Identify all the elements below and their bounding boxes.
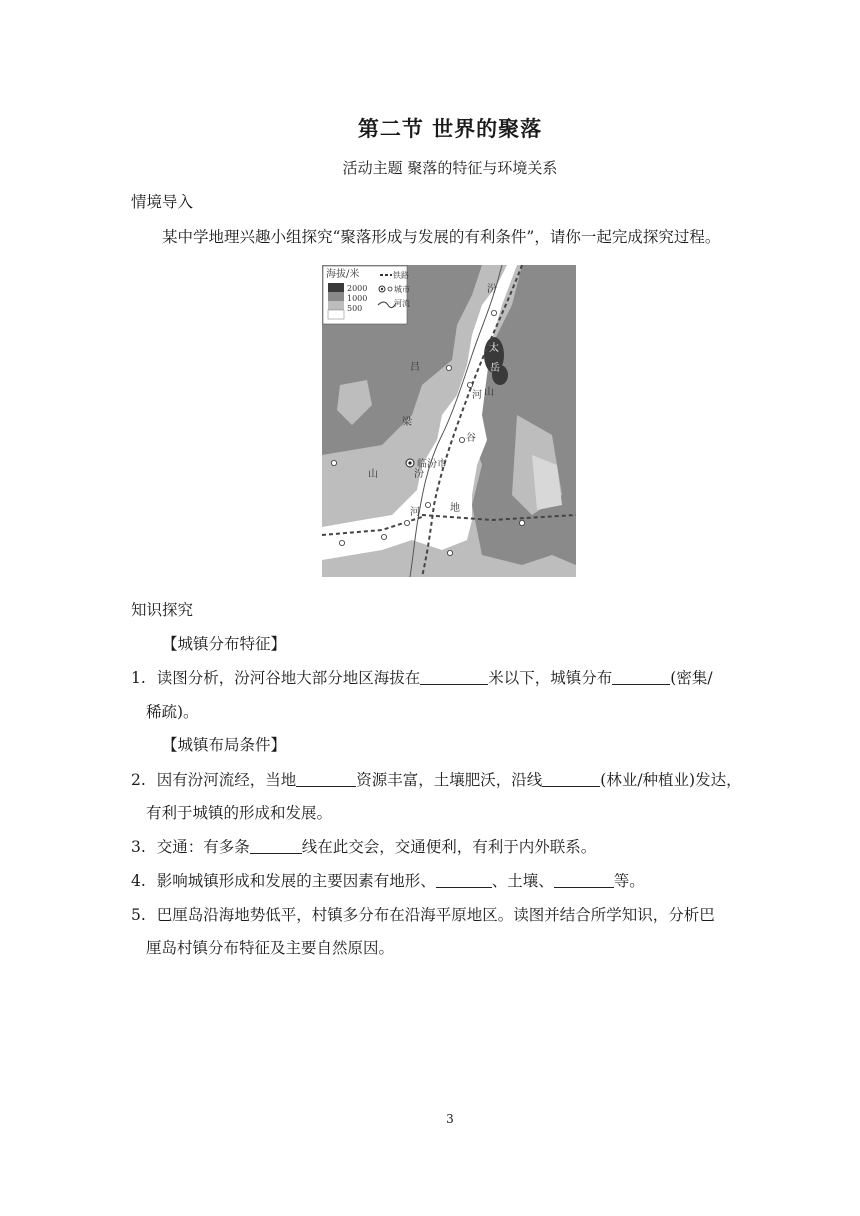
question-3: 3. 交通：有多条 线在此交会，交通便利，有利于内外联系。 xyxy=(131,838,597,856)
question-1-cont: 稀疏)。 xyxy=(146,703,199,721)
map-label-gu: 谷 xyxy=(466,433,476,444)
answer-blank[interactable] xyxy=(542,771,600,787)
section-layout: 【城镇布局条件】 xyxy=(162,736,287,754)
answer-blank[interactable] xyxy=(296,771,356,787)
legend-swatch-500 xyxy=(328,301,344,310)
question-2: 2. 因有汾河流经，当地 资源丰富，土壤肥沃，沿线 (林业/种植业)发达， xyxy=(131,771,742,789)
question-5: 5. 巴厘岛沿海地势低平，村镇多分布在沿海平原地区。读图并结合所学知识，分析巴 xyxy=(131,906,715,924)
legend-level-1000: 1000 xyxy=(347,294,368,303)
legend-city-label: 城市 xyxy=(394,285,410,294)
page-number: 3 xyxy=(446,1112,454,1126)
legend-swatch-2000 xyxy=(328,283,344,292)
legend-swatch-1000 xyxy=(328,292,344,301)
map-label-yue: 岳 xyxy=(490,363,500,374)
map-svg xyxy=(322,265,576,577)
question-number: 5. xyxy=(131,906,146,924)
fenhe-valley-map xyxy=(322,265,576,577)
legend-level-500: 500 xyxy=(347,304,363,313)
section-distribution: 【城镇分布特征】 xyxy=(162,635,287,653)
answer-blank[interactable] xyxy=(420,669,488,685)
question-4: 4. 影响城镇形成和发展的主要因素有地形、 、土壤、 等。 xyxy=(131,872,645,890)
question-number: 1. xyxy=(131,669,146,687)
map-label-linfen: 临汾市 xyxy=(417,459,447,470)
question-number: 3. xyxy=(131,838,146,856)
explore-heading: 知识探究 xyxy=(131,601,194,619)
map-label-fen: 汾 xyxy=(487,284,497,295)
legend-railway-label: 铁路 xyxy=(393,271,409,280)
question-1: 1. 读图分析，汾河谷地大部分地区海拔在 米以下，城镇分布 (密集/ xyxy=(131,669,713,687)
map-label-he-east: 河 xyxy=(472,390,482,401)
activity-subtitle: 活动主题 聚落的特征与环境关系 xyxy=(342,159,558,177)
legend-swatch-low xyxy=(328,310,344,319)
question-2-cont: 有利于城镇的形成和发展。 xyxy=(146,804,333,822)
question-number: 2. xyxy=(131,771,146,789)
question-5-cont: 厘岛村镇分布特征及主要自然原因。 xyxy=(146,939,395,957)
legend-river-label: 河流 xyxy=(394,299,410,308)
map-label-lv: 吕 xyxy=(410,362,420,373)
map-label-tai: 太 xyxy=(489,343,499,354)
intro-heading: 情境导入 xyxy=(131,193,194,211)
map-label-liang: 梁 xyxy=(402,417,412,428)
answer-blank[interactable] xyxy=(554,872,614,888)
map-label-shan-west: 山 xyxy=(368,469,378,480)
map-label-he2: 河 xyxy=(410,507,420,518)
question-number: 4. xyxy=(131,872,146,890)
map-label-fen2: 汾 xyxy=(414,469,424,480)
legend-level-2000: 2000 xyxy=(347,284,368,293)
map-label-di: 地 xyxy=(450,503,460,514)
intro-text: 某中学地理兴趣小组探究“聚落形成与发展的有利条件”，请你一起完成探究过程。 xyxy=(162,228,721,246)
answer-blank[interactable] xyxy=(436,872,492,888)
answer-blank[interactable] xyxy=(250,838,302,854)
map-label-shan-east: 山 xyxy=(484,387,494,398)
answer-blank[interactable] xyxy=(612,669,670,685)
legend-elevation-title: 海拔/米 xyxy=(326,269,360,280)
page-title: 第二节 世界的聚落 xyxy=(357,117,543,141)
